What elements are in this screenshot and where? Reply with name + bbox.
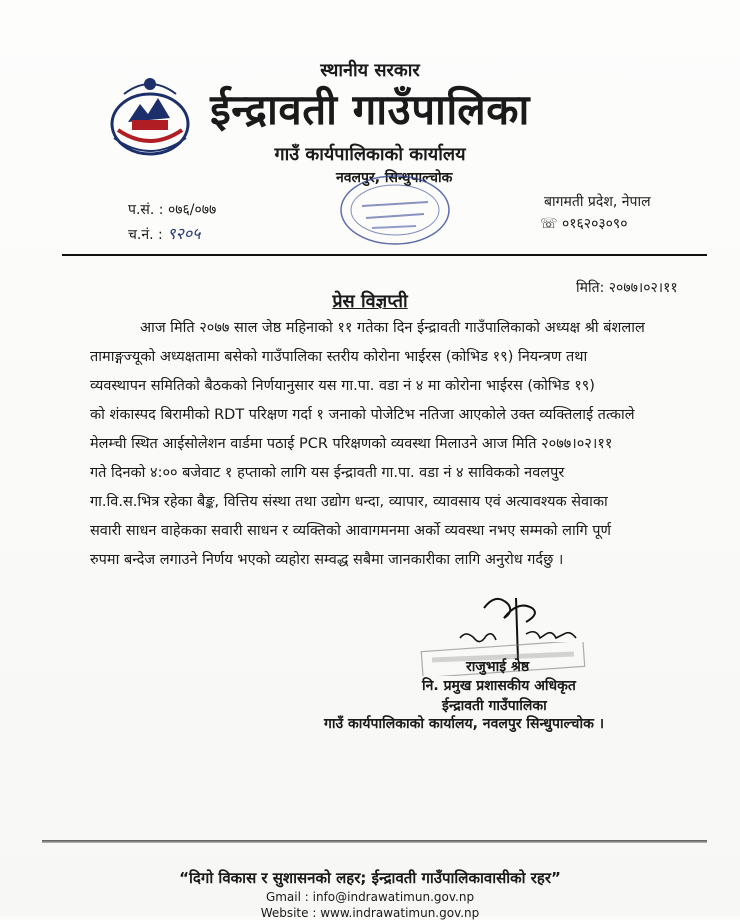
reference-label: प.सं. : (128, 202, 164, 218)
body-line: आज मिति २०७७ साल जेष्ठ महिनाको ११ गतेका दिन ईन्द्रावती गाउँपालिकाको अध्यक्ष श्री बंशलाल (140, 320, 645, 336)
body-line: को शंकास्पद बिरामीको RDT परिक्षण गर्दा १ जनाको पोजेटिभ नतिजा आएकोले उक्त व्यक्तिलाई तत्काले (90, 407, 635, 423)
signatory-organization: ईन्द्रावती गाउँपालिका (442, 698, 547, 714)
body-line: मेलम्ची स्थित आईसोलेशन वार्डमा पठाई PCR परिक्षणको व्यवस्था मिलाउने आज मिति २०७७।०२।११ (90, 436, 613, 452)
signatory-title: नि. प्रमुख प्रशासकीय अधिकृत (422, 678, 576, 694)
header-divider (62, 254, 707, 256)
footer-email: Gmail : info@indrawatimun.gov.np (265, 890, 475, 904)
body-line: तामाङ्गज्यूको अध्यक्षतामा बसेको गाउँपालिका स्तरीय कोरोना भाईरस (कोभिड १९) नियन्त्रण तथा (90, 349, 588, 365)
document-date: मिति: २०७७।०२।११ (576, 280, 678, 296)
document-title: प्रेस विज्ञप्ती (332, 291, 408, 312)
office-heading: गाउँ कार्यपालिकाको कार्यालय (274, 144, 466, 165)
footer-motto: “दिगो विकास र सुशासनको लहर; ईन्द्रावती गाउँपालिकावासीको रहर” (179, 869, 561, 887)
footer-divider (42, 840, 707, 843)
body-line: गते दिनको ४:०० बजेवाट १ हप्ताको लागि यस ईन्द्रावती गा.पा. वडा नं ४ साविकको नवलपुर (90, 465, 565, 481)
local-government-heading: स्थानीय सरकार (320, 60, 420, 81)
municipality-name-heading: ईन्द्रावती गाउँपालिका (210, 85, 530, 134)
office-address: नवलपुर, सिन्धुपाल्चोक (336, 170, 453, 186)
footer-website: Website : www.indrawatimun.gov.np (260, 906, 480, 920)
body-line: रुपमा बन्देज लगाउने निर्णय भएको व्यहोरा सम्वद्ध सबैमा जानकारीका लागि अनुरोध गर्दछु । (90, 552, 564, 568)
body-line: गा.वि.स.भित्र रहेका बैङ्क, वित्तिय संस्था तथा उद्योग धन्दा, व्यापार, व्यावसाय एवं अत्यावश्यक सेवाका (90, 494, 608, 510)
reference-number (128, 200, 216, 219)
body-line: व्यवस्थापन समितिको बैठकको निर्णयानुसार यस गा.पा. वडा नं ४ मा कोरोना भाईरस (कोभिड १९) (90, 378, 595, 394)
signatory-name: राजुभाई श्रेष्ठ (466, 659, 530, 675)
office-round-stamp (336, 172, 454, 250)
dispatch-value: ९२०५ (167, 224, 201, 243)
reference-value: ०७६/०७७ (167, 202, 217, 218)
dispatch-label: च.नं. : (128, 227, 163, 243)
body-line: सवारी साधन वाहेकका सवारी साधन र व्यक्तिको आवागमनमा अर्को व्यवस्था नभए सम्मको लागि पूर्ण (90, 523, 612, 539)
signatory-office: गाउँ कार्यपालिकाको कार्यालय, नवलपुर सिन्धुपाल्चोक । (324, 716, 605, 732)
dispatch-number (128, 222, 200, 244)
province-text: बागमती प्रदेश, नेपाल (544, 194, 651, 210)
phone-number: ☏ ०१६२०३०९० (540, 216, 628, 232)
